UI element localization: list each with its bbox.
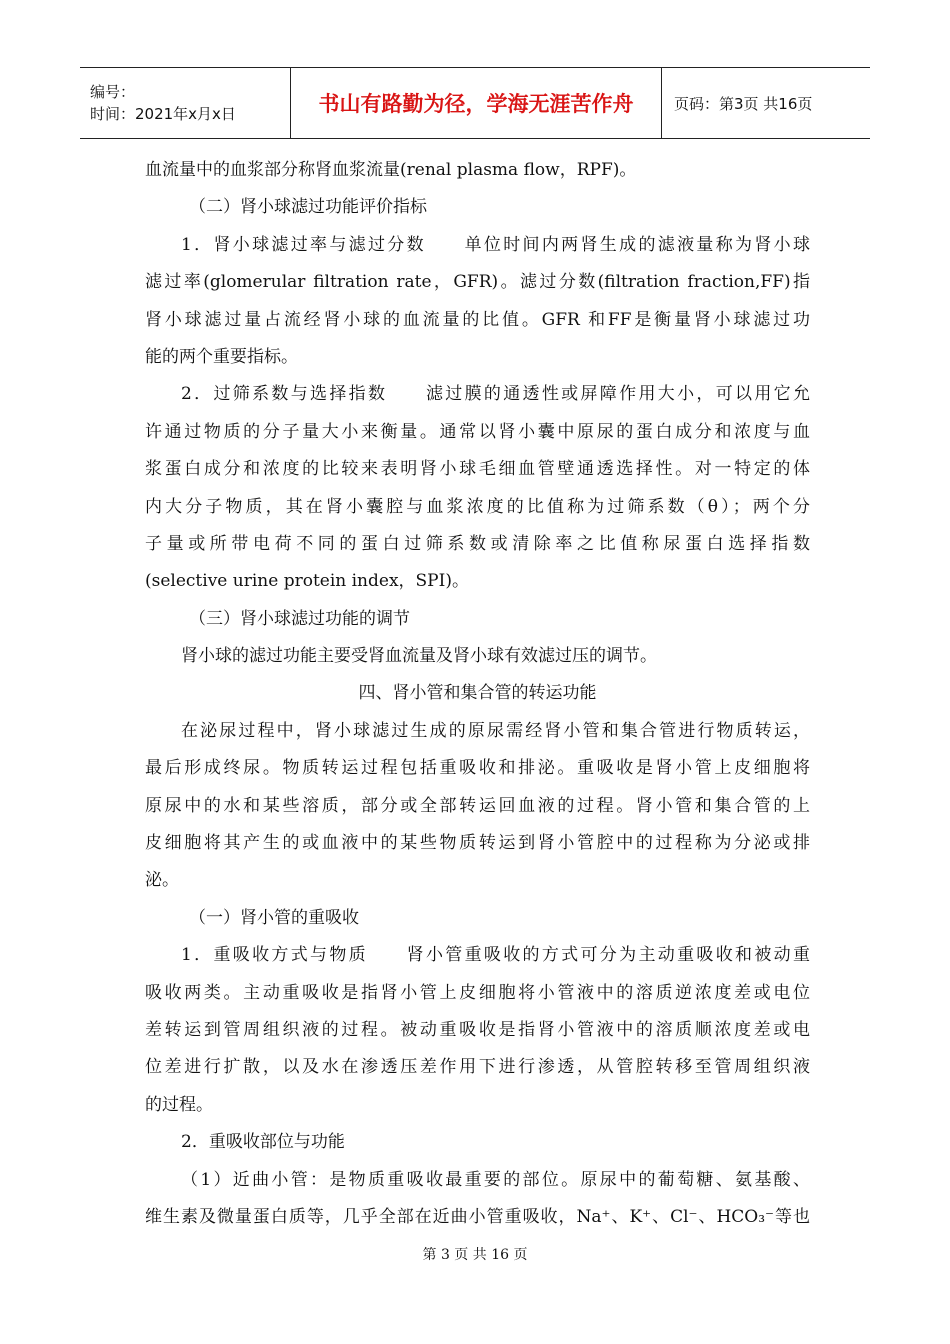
text-line: 泌。 [145,870,179,891]
text-line: 血流量中的血浆部分称肾血浆流量(renal plasma flow，RPF)。 [145,160,637,180]
text-line: 在泌尿过程中，肾小球滤过生成的原尿需经肾小管和集合管进行物质转运， [181,720,810,741]
section-heading: （三）肾小球滤过功能的调节 [189,608,410,629]
text-line: 位差进行扩散，以及水在渗透压差作用下进行渗透，从管腔转移至管周组织液 [145,1057,810,1078]
text-line: 最后形成终尿。物质转运过程包括重吸收和排泌。重吸收是肾小管上皮细胞将 [145,758,810,779]
text-line: (selective urine protein index，SPI)。 [145,571,469,592]
text-line: 维生素及微量蛋白质等，几乎全部在近曲小管重吸收，Na⁺、K⁺、Cl⁻、HCO₃⁻等也 [145,1206,810,1227]
text-line: 吸收两类。主动重吸收是指肾小管上皮细胞将小管液中的溶质逆浓度差或电位 [145,982,810,1003]
text-line: 1．肾小球滤过率与滤过分数 单位时间内两肾生成的滤液量称为肾小球 [181,234,810,255]
text-line: 差转运到管周组织液的过程。被动重吸收是指肾小管液中的溶质顺浓度差或电 [145,1019,810,1040]
doc-time-label: 时间：2021年x月x日 [90,105,236,123]
text-line: 浆蛋白成分和浓度的比较来表明肾小球毛细血管壁通透选择性。对一特定的体 [145,459,810,480]
text-line: 内大分子物质，其在肾小囊腔与血浆浓度的比值称为过筛系数（θ）；两个分 [145,496,810,517]
document-body [145,152,810,1236]
text-line: 原尿中的水和某些溶质，部分或全部转运回血液的过程。肾小管和集合管的上 [145,795,810,816]
text-line: 能的两个重要指标。 [145,346,298,367]
text-line: （1）近曲小管：是物质重吸收最重要的部位。原尿中的葡萄糖、氨基酸、 [181,1169,810,1190]
page-footer: 第 3 页 共 16 页 [422,1247,528,1263]
text-line: 肾小球滤过量占流经肾小球的血流量的比值。GFR 和FF是衡量肾小球滤过功 [145,309,810,330]
header-page-label: 页码：第3页 共16页 [674,94,813,113]
text-line: 皮细胞将其产生的或血液中的某些物质转运到肾小管腔中的过程称为分泌或排 [145,833,810,854]
header-meta [80,68,290,138]
text-line: 肾小球的滤过功能主要受肾血流量及肾小球有效滤过压的调节。 [181,646,657,667]
subsection-heading: 2．重吸收部位与功能 [181,1132,345,1153]
text-line: 的过程。 [145,1094,213,1115]
doc-number-label: 编号： [90,83,136,101]
page-header [80,67,870,139]
chapter-heading: 四、肾小管和集合管的转运功能 [358,683,597,704]
section-heading: （二）肾小球滤过功能评价指标 [189,197,427,218]
text-line: 2．过筛系数与选择指数 滤过膜的通透性或屏障作用大小，可以用它允 [181,384,810,405]
text-line: 子量或所带电荷不同的蛋白过筛系数或清除率之比值称尿蛋白选择指数 [145,533,810,554]
header-motto: 书山有路勤为径，学海无涯苦作舟 [290,68,662,138]
section-heading: （一）肾小管的重吸收 [189,907,359,928]
text-line: 1．重吸收方式与物质 肾小管重吸收的方式可分为主动重吸收和被动重 [181,945,810,966]
text-line: 滤过率(glomerular filtration rate，GFR)。滤过分数(filtration fraction,FF)指 [145,272,810,293]
text-line: 许通过物质的分子量大小来衡量。通常以肾小囊中原尿的蛋白成分和浓度与血 [145,421,810,442]
